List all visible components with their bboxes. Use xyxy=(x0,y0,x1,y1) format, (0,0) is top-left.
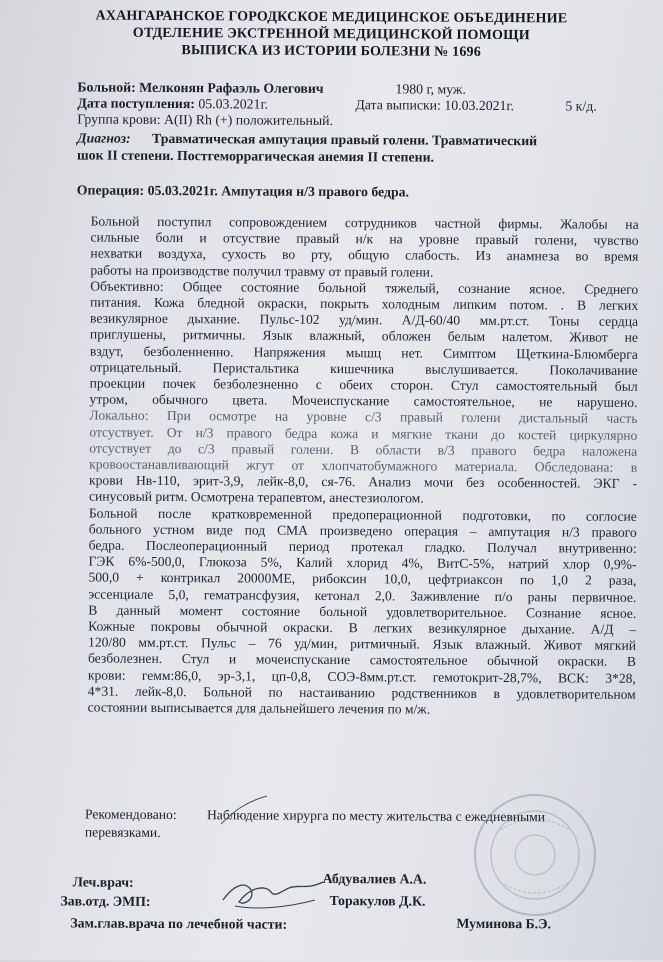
operation-row xyxy=(77,181,409,201)
org-name: АХАНГАРАНСКОЕ ГОРОДКСКОЕ МЕДИЦИНСКОЕ ОБЪЕДИНЕНИЕ xyxy=(95,8,568,27)
narrative-line: нехватки воздуха, сухость во рту, общую слабость. Из анамнеза во время xyxy=(90,245,639,265)
diagnosis-line-2: шок II степени. Постгеморрагическая анемия II степени. xyxy=(77,147,435,165)
narrative-line: проекции почек безболезненно с обеих сторон. Стул самостоятельный был xyxy=(89,375,638,394)
recommendation-label: Рекомендовано: xyxy=(84,806,177,823)
narrative-line: 4*31. лейк-8,0. Больной по настаиванию родственников в удовлетворительном xyxy=(87,683,636,702)
narrative-line: Кожные покровы обычной окраски. В легких везикулярное дыхание. А/Д – xyxy=(88,618,637,637)
narrative-line: кровоостанавливающий жгут от хлопчатобумажного материала. Обследована: в xyxy=(89,456,638,475)
recommendation-text-2: перевязками. xyxy=(84,824,161,840)
narrative-line: В данный момент состояние больной удовлетворительное. Сознание ясное. xyxy=(88,602,637,621)
doctor-label: Леч.врач: xyxy=(72,874,134,890)
narrative-line: отсуствует. От н/3 правого бедра кожа и мягкие ткани до костей циркулярно xyxy=(89,424,638,443)
discharge-label: Дата выписки: xyxy=(355,97,441,113)
patient-birth: 1980 г, муж. xyxy=(395,81,466,97)
recommendation-text: Наблюдение хирурга по месту жительства с ежедневными xyxy=(206,807,546,825)
narrative-line: бедра. Послеоперационный период протекал гладко. Получал внутривенно: xyxy=(88,537,637,556)
blood-label: Группа крови: xyxy=(77,111,161,127)
bed-days: 5 к/д. xyxy=(565,98,597,114)
narrative-line: утром, обычного цвета. Мочеиспускание самостоятельное, не нарушено. xyxy=(89,391,638,411)
narrative-line: везикулярное дыхание. Пульс-102 уд/мин. А/Д-60/40 мм.рт.ст. Тоны сердца xyxy=(90,310,639,330)
head-name: Торакулов Д.К. xyxy=(329,893,426,909)
narrative-line: приглушены, ритмичны. Язык влажный, обложен белым налетом. Живот не xyxy=(89,326,638,346)
narrative-line: эссенциале 5,0, гематрансфузия, кетонал 2,0. Заживление п/о раны первичное. xyxy=(88,586,637,605)
deputy-label: Зам.глав.врача по лечебной части: xyxy=(70,915,288,932)
diagnosis-line-1: Травматическая ампутация правый голени. Травматический xyxy=(152,130,538,149)
narrative-line: вздут, безболенненно. Напряжения мышц нет. Симптом Щеткина-Блюмберга xyxy=(89,343,638,362)
narrative-line: питания. Кожа бледной окраски, покрыть холодным липким потом. . В легких xyxy=(90,294,639,313)
narrative-line: крови Нв-110, эрит-3,9, лейк-8,0, ся-76. Анализ мочи без особенностей. ЭКГ - xyxy=(89,472,638,492)
deputy-name: Муминова Б.Э. xyxy=(456,915,552,932)
narrative-line: отрицательный. Перистальтика кишечника выслушивается. Поколачивание xyxy=(89,359,638,378)
narrative-line: 500,0 + контрикал 20000МЕ, рибоксин 10,0, цефтриаксон по 1,0 2 раза, xyxy=(88,569,637,589)
blood-row xyxy=(77,110,333,130)
doctor-signature-icon xyxy=(215,866,335,916)
narrative-line: ГЭК 6%-500,0, Глюкоза 5%, Калий хлорид 4%, ВитС-5%, натрий хлор 0,9%- xyxy=(88,553,637,573)
admit-date: 05.03.2021г. xyxy=(198,96,269,112)
discharge-date: 10.03.2021г. xyxy=(444,97,515,114)
blood-value: A(II) Rh (+) положительный. xyxy=(163,111,334,129)
narrative-line: Больной поступил сопровождением сотрудников частной фирмы. Жалобы на xyxy=(90,213,639,232)
patient-label: Больной: xyxy=(77,79,136,95)
narrative-line: состоянии выписывается для дальнейшего лечения по м/ж. xyxy=(87,699,431,717)
narrative-line: Больной после кратковременной предоперационной подготовки, по соглосие xyxy=(88,505,637,524)
narrative-line: крови: гемм:86,0, эр-3,1, цп-0,8, СОЭ-8мм.рт.ст. гемотокрит-28,7%, ВСК: 3*28, xyxy=(87,667,636,686)
patient-name: Мелконян Рафаэль Олегович xyxy=(139,79,324,96)
doctor-name: Абдувалиев А.А. xyxy=(322,870,427,887)
official-stamp xyxy=(470,790,600,920)
operation-label: Операция: xyxy=(76,182,145,198)
narrative-line: безболезнен. Стул и мочеиспускание самостоятельное обычной окраски. В xyxy=(87,650,637,670)
operation-text: 05.03.2021г. Ампутация н/3 правого бедра. xyxy=(147,182,410,200)
diagnosis-label: Диагноз: xyxy=(77,130,131,146)
narrative-line: 120/80 мм.рт.ст. Пульс – 76 уд/мин, ритмичный. Язык влажный. Живот мягкий xyxy=(88,634,637,654)
narrative-line: синусовый ритм. Осмотрена терапевтом, анестезиологом. xyxy=(88,488,424,506)
narrative-line: Объективно: Общее состояние больной тяжелый, сознание ясное. Среднего xyxy=(90,278,639,297)
head-label: Зав.отд. ЭМП: xyxy=(60,893,151,909)
narrative-line: отсуствует до с/3 правый голени. В области в/3 правого бедра наложена xyxy=(89,440,638,459)
pen-mark-icon xyxy=(215,790,275,830)
narrative-line: Локально: При осмотре на уровне с/3 правый голени дистальный часть xyxy=(89,407,638,427)
discharge-block xyxy=(355,96,514,115)
narrative-line: больного устном виде под СМА произведено операция – ампутация н/3 правого xyxy=(88,521,637,540)
admit-label: Дата поступления: xyxy=(77,95,195,112)
document-title: ВЫПИСКА ИЗ ИСТОРИИ БОЛЕЗНИ № 1696 xyxy=(181,43,481,60)
narrative-line: сильные боли и отсуствие правый н/к на уровне правый голени, чувство xyxy=(90,229,639,249)
department-name: ОТДЕЛЕНИЕ ЭКСТРЕННОЙ МЕДИЦИНСКОЙ ПОМОЩИ xyxy=(132,25,530,44)
narrative-line: работы на производстве получил травму от правый голени. xyxy=(90,262,434,280)
